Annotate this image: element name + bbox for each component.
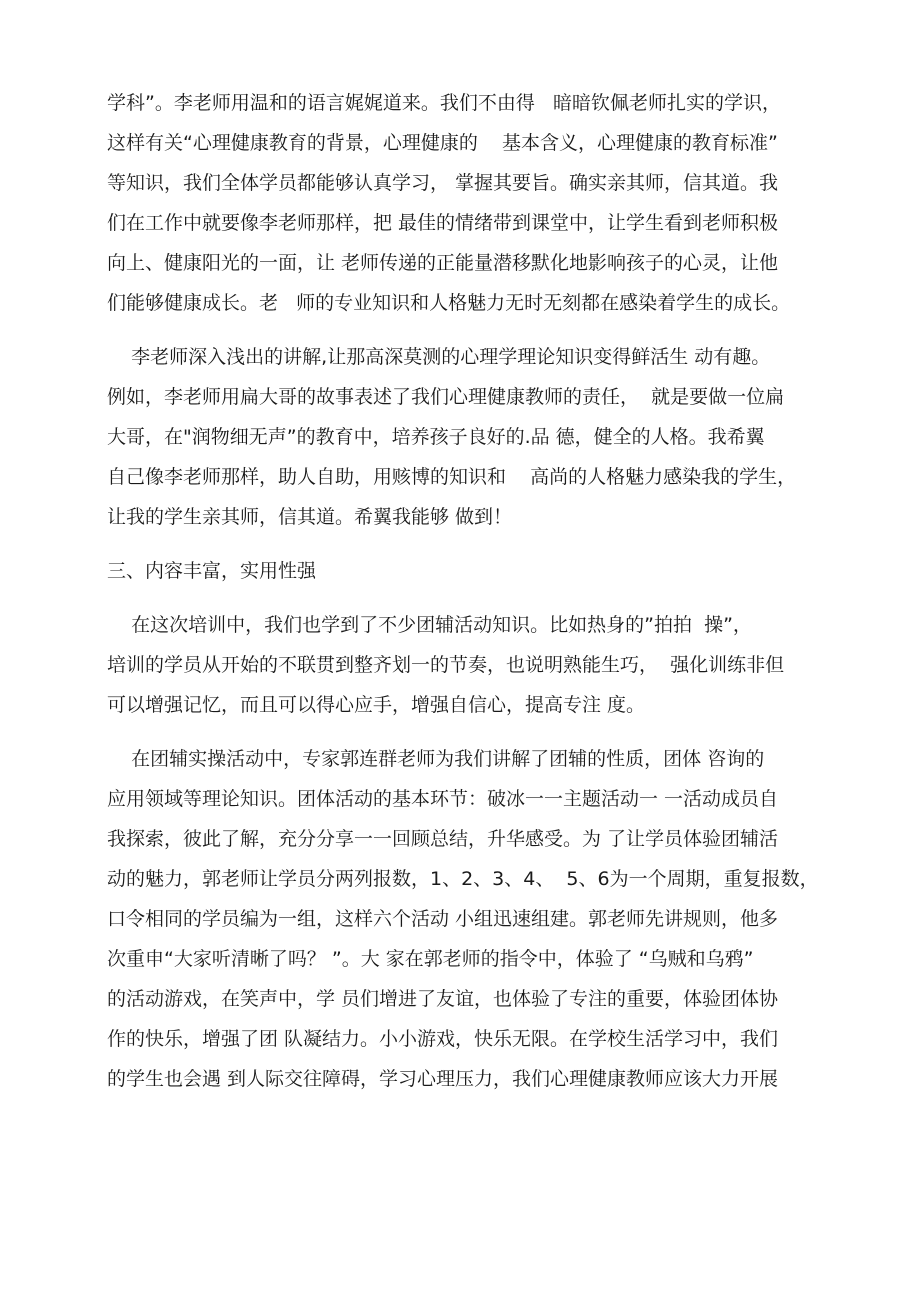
document-body [107,83,827,1099]
text-line: 作的快乐，增强了团 队凝结力。小小游戏，快乐无限。在学校生活学习中，我们 [107,1028,779,1050]
text-line: 大哥，在"润物细无声”的教育中，培养孩子良好的.品 德，健全的人格。我希翼 [107,426,765,448]
text-line: 培训的学员从开始的不联贯到整齐划一的节奏，也说明熟能生巧， 强化训练非但 [107,654,785,676]
paragraph-4 [107,739,827,1099]
text-line: 的学生也会遇 到人际交往障碍，学习心理压力，我们心理健康教师应该大力开展 [107,1068,779,1090]
paragraph-spacer [107,725,827,739]
text-line: 次重申“大家听清晰了吗？ ”。大 家在郭老师的指令中，体验了 “乌贼和乌鸦” [107,948,754,970]
text-line: 学科”。李老师用温和的语言娓娓道来。我们不由得 暗暗钦佩老师扎实的学识， [107,92,781,114]
text-line: 可以增强记忆，而且可以得心应手，增强自信心，提高专注 度。 [107,694,646,716]
paragraph-1 [107,83,827,323]
text-line: 应用领域等理论知识。团体活动的基本环节：破冰一一主题活动一 一活动成员自 [107,788,779,810]
text-line: 李老师深入浅出的讲解,让那高深莫测的心理学理论知识变得鲜活生 动有趣。 [107,346,771,368]
text-line: 这样有关“心理健康教育的背景，心理健康的 基本含义，心理健康的教育标准” [107,132,778,154]
text-line: 动的魅力，郭老师让学员分两列报数，1、2、3、4、 5、6为一个周期，重复报数， [107,868,819,890]
text-line: 例如，李老师用扁大哥的故事表述了我们心理健康教师的责任， 就是要做一位扁 [107,386,785,408]
paragraph-spacer [107,591,827,605]
section-heading [107,551,827,591]
text-line: 在团辅实操活动中，专家郭连群老师为我们讲解了团辅的性质，团体 咨询的 [107,748,765,770]
text-line: 向上、健康阳光的一面，让 老师传递的正能量潜移默化地影响孩子的心灵，让他 [107,252,779,274]
paragraph-spacer [107,323,827,337]
text-line: 我探索，彼此了解，充分分享一一回顾总结，升华感受。为 了让学员体验团辅活 [107,828,779,850]
paragraph-spacer [107,537,827,551]
text-line: 在这次培训中，我们也学到了不少团辅活动知识。比如热身的”拍拍 操”， [107,614,752,636]
text-line: 自己像李老师那样，助人自助，用赅博的知识和 高尚的人格魅力感染我的学生， [107,466,797,488]
text-line: 口令相同的学员编为一组，这样六个活动 小组迅速组建。郭老师先讲规则，他多 [107,908,779,930]
text-line: 让我的学生亲其师，信其道。希翼我能够 做到！ [107,506,513,528]
text-line: 们在工作中就要像李老师那样，把 最佳的情绪带到课堂中，让学生看到老师积极 [107,212,779,234]
paragraph-3 [107,605,827,725]
heading-text: 三、内容丰富，实用性强 [107,560,317,582]
text-line: 们能够健康成长。老 师的专业知识和人格魅力无时无刻都在感染着学生的成长。 [107,292,791,314]
paragraph-2 [107,337,827,537]
text-line: 的活动游戏，在笑声中，学 员们增进了友谊，也体验了专注的重要，体验团体协 [107,988,779,1010]
text-line: 等知识，我们全体学员都能够认真学习， 掌握其要旨。确实亲其师，信其道。我 [107,172,779,194]
